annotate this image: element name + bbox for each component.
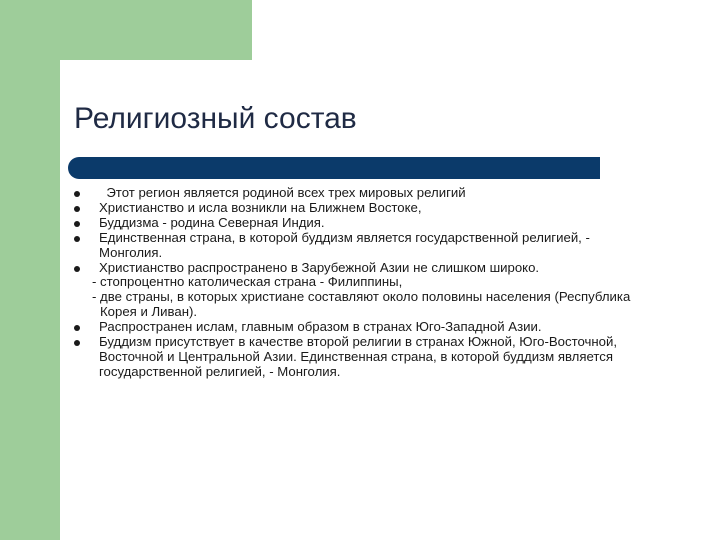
- title-underline-bar: [68, 157, 600, 179]
- slide-title: Религиозный состав: [74, 102, 357, 135]
- list-item-text: Буддизма - родина Северная Индия.: [99, 214, 325, 230]
- background-green-left-bar: [0, 0, 60, 540]
- bullet-icon: [74, 266, 80, 272]
- slide-body: [70, 186, 670, 380]
- sub-list-item-text: - две страны, в которых христиане составляют около половины населения (Республика Корея и Ливан).: [92, 289, 631, 320]
- list-item-text: Буддизм присутствует в качестве второй религии в странах Южной, Юго-Восточной, Восточной и Центральной Азии. Единственная страна, в которой буддизм является государственной религией, - Монголия.: [99, 334, 618, 379]
- bullet-icon: [74, 325, 80, 331]
- bullet-icon: [74, 221, 80, 227]
- list-item-text: Единственная страна, в которой буддизм является государственной религией, - Монголия.: [99, 229, 590, 260]
- list-item-text: Христианство и исла возникли на Ближнем Востоке,: [99, 199, 422, 215]
- list-item-text: Христианство распространено в Зарубежной Азии не слишком широко.: [99, 259, 540, 275]
- list-item: [70, 216, 670, 231]
- bullet-icon: [74, 236, 80, 242]
- bullet-icon: [74, 340, 80, 346]
- list-item: [70, 186, 670, 201]
- sub-list-item-text: - стопроцентно католическая страна - Филиппины,: [92, 274, 403, 290]
- list-item: [70, 231, 619, 261]
- list-item: [70, 320, 670, 335]
- sub-list-item: [70, 275, 670, 290]
- list-item-text: Этот регион является родиной всех трех мировых религий: [99, 185, 466, 200]
- bullet-icon: [74, 206, 80, 212]
- list-item-text: Распространен ислам, главным образом в странах Юго-Западной Азии.: [99, 319, 542, 335]
- bullet-icon: [74, 191, 80, 197]
- background-green-top-bar: [0, 0, 252, 60]
- list-item: [70, 261, 670, 276]
- sub-list-item: [70, 290, 660, 320]
- list-item: [70, 335, 659, 380]
- list-item: [70, 201, 670, 216]
